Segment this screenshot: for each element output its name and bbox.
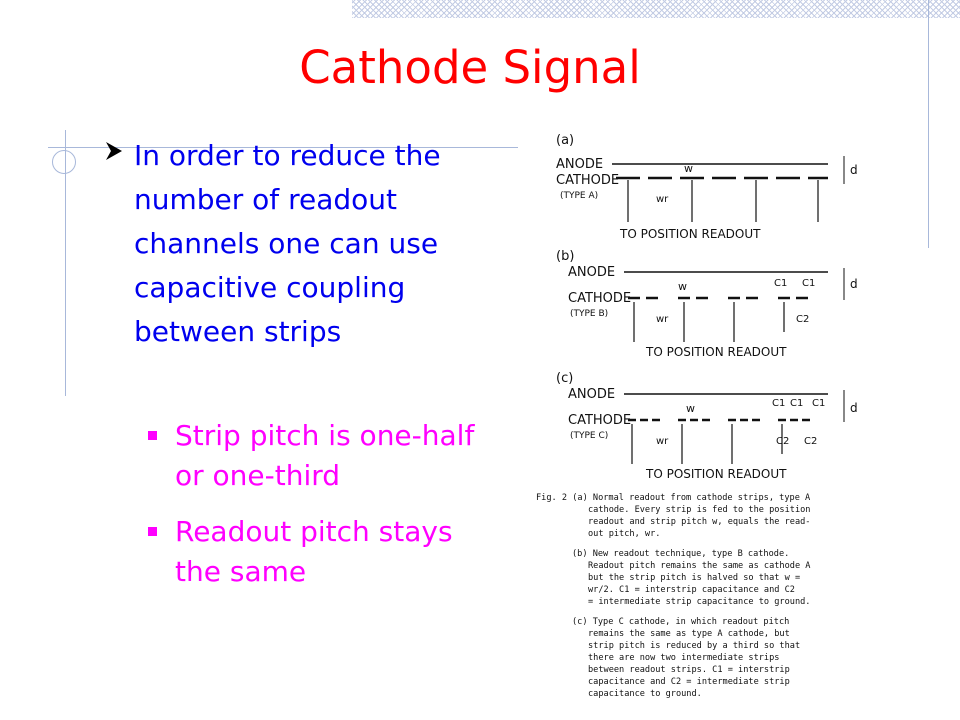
- panel-label-a: (a): [556, 133, 575, 148]
- caption-line-3: readout and strip pitch w, equals the read-: [588, 517, 811, 527]
- caption-line-11: remains the same as type A cathode, but: [588, 629, 790, 639]
- panel-a: [556, 133, 858, 241]
- c2-label-b: C2: [796, 314, 810, 325]
- wr-label-c: wr: [656, 436, 669, 447]
- readout-arrows-c: [632, 424, 782, 464]
- d-label-b: d: [850, 277, 858, 291]
- main-bullet-text: In order to reduce the number of readout channels one can use capacitive coupling between strips: [134, 139, 441, 348]
- c2-label-c-2: C2: [804, 436, 818, 447]
- caption-line-1: Fig. 2 (a) Normal readout from cathode strips, type A: [536, 493, 811, 503]
- readout-label-a: TO POSITION READOUT: [620, 227, 761, 241]
- slide-title: Cathode Signal: [299, 41, 641, 94]
- type-label-c: (TYPE C): [570, 431, 609, 441]
- c2-label-c-1: C2: [776, 436, 790, 447]
- sub-bullet-text-2: Readout pitch stays the same: [175, 515, 453, 588]
- anode-label-a: ANODE: [556, 157, 604, 172]
- readout-label-b: TO POSITION READOUT: [646, 345, 787, 359]
- type-label-b: (TYPE B): [570, 309, 609, 319]
- anode-label-b: ANODE: [568, 265, 616, 280]
- c1-label-c-1: C1: [772, 398, 786, 409]
- decor-circle: [52, 150, 76, 174]
- c1-label-c-2: C1: [790, 398, 804, 409]
- caption-line-16: capacitance to ground.: [588, 689, 702, 699]
- caption-line-10: (c) Type C cathode, in which readout pitch: [572, 617, 790, 627]
- cathode-label-a: CATHODE: [556, 173, 620, 188]
- caption-line-5: (b) New readout technique, type B cathode.: [572, 549, 790, 559]
- d-label-a: d: [850, 163, 858, 177]
- panel-label-b: (b): [556, 249, 575, 264]
- caption-line-15: capacitance and C2 = intermediate strip: [588, 677, 790, 687]
- type-label-a: (TYPE A): [560, 191, 599, 201]
- caption-line-12: strip pitch is reduced by a third so that: [588, 641, 801, 651]
- anode-label-c: ANODE: [568, 387, 616, 402]
- cathode-label-c: CATHODE: [568, 413, 632, 428]
- w-label-b: w: [678, 280, 687, 293]
- wr-label-a: wr: [656, 194, 669, 205]
- caption-line-13: there are now two intermediate strips: [588, 653, 780, 663]
- right-vertical-rule: [928, 0, 929, 248]
- c1-label-b-1: C1: [774, 278, 788, 289]
- wr-label-b: wr: [656, 314, 669, 325]
- header-hatch-bar: [352, 0, 960, 18]
- caption-line-2: cathode. Every strip is fed to the position: [588, 505, 811, 515]
- c1-label-c-3: C1: [812, 398, 826, 409]
- caption-line-4: out pitch, wr.: [588, 529, 661, 539]
- readout-label-c: TO POSITION READOUT: [646, 467, 787, 481]
- arrow-right-icon: [104, 140, 124, 162]
- caption-line-7: but the strip pitch is halved so that w =: [588, 573, 801, 583]
- panel-b: [556, 249, 858, 359]
- caption-line-9: = intermediate strip capacitance to ground.: [588, 597, 811, 607]
- sub-bullet-text-1: Strip pitch is one-half or one-third: [175, 419, 475, 492]
- d-label-c: d: [850, 401, 858, 415]
- square-icon: [148, 527, 157, 536]
- square-icon: [148, 431, 157, 440]
- panel-label-c: (c): [556, 371, 574, 386]
- w-label-c: w: [686, 402, 695, 415]
- caption-line-14: between readout strips. C1 = interstrip: [588, 665, 790, 675]
- panel-c: [556, 371, 858, 481]
- caption-line-6: Readout pitch remains the same as cathode A: [588, 561, 811, 571]
- w-label-a: w: [684, 162, 693, 175]
- c1-label-b-2: C1: [802, 278, 816, 289]
- caption-line-8: wr/2. C1 = interstrip capacitance and C2: [588, 585, 795, 595]
- cathode-strip-figure: [528, 118, 890, 708]
- cathode-label-b: CATHODE: [568, 291, 632, 306]
- figure-caption: [536, 493, 811, 699]
